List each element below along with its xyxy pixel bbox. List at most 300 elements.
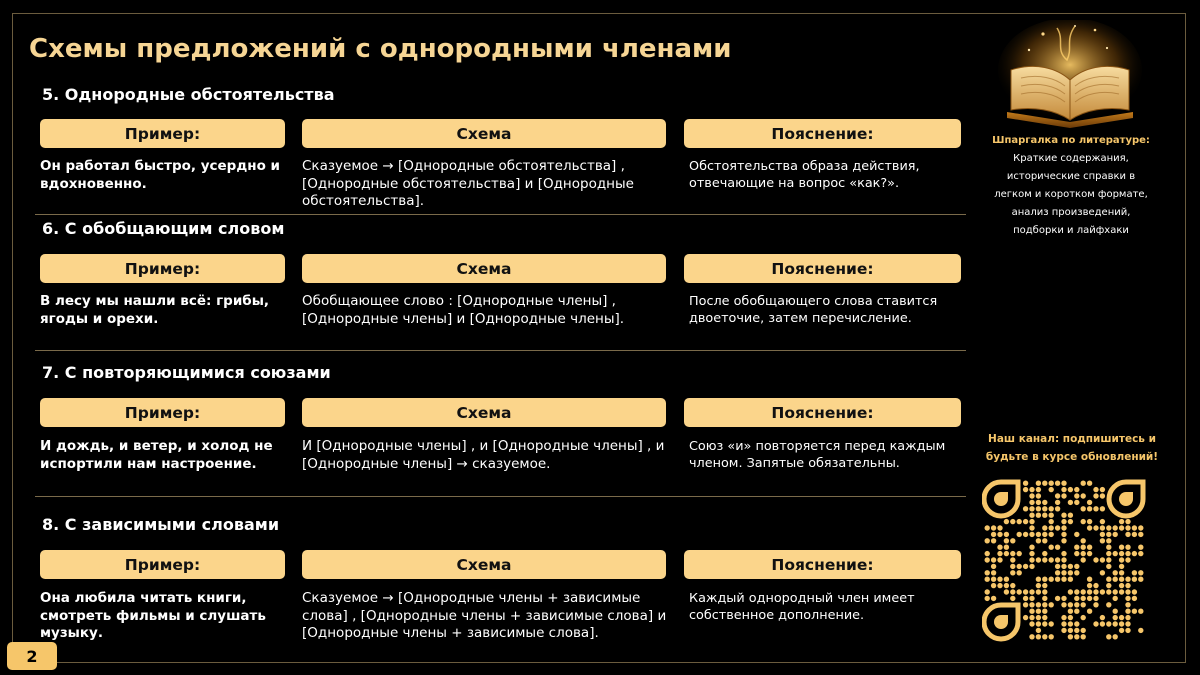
qr-dot [1093,602,1098,607]
qr-dot [1017,532,1022,537]
qr-dot [1125,532,1130,537]
qr-dot [1004,551,1009,556]
qr-dot [1055,577,1060,582]
qr-dot [1125,551,1130,556]
qr-dot [1081,589,1086,594]
qr-dot [1036,500,1041,505]
qr-dot [1087,500,1092,505]
qr-dot [985,570,990,575]
qr-dot [1081,551,1086,556]
qr-dot [1042,551,1047,556]
qr-dot [1068,628,1073,633]
qr-dot [1093,589,1098,594]
qr-dot [1087,589,1092,594]
qr-dot [985,557,990,562]
qr-dot [1074,551,1079,556]
qr-dot [1119,525,1124,530]
qr-dot [1125,557,1130,562]
qr-dot [1023,532,1028,537]
qr-dot [1119,621,1124,626]
qr-dot [1074,532,1079,537]
qr-dot [1106,551,1111,556]
open-book-icon [995,20,1145,130]
qr-dot [1113,609,1118,614]
qr-dot [991,564,996,569]
qr-dot [1106,634,1111,639]
qr-dot [985,525,990,530]
qr-dot [1061,551,1066,556]
qr-dot [1068,615,1073,620]
qr-dot [1119,615,1124,620]
explanation-header: Пояснение: [684,254,961,283]
qr-dot [1049,532,1054,537]
qr-dot [1042,621,1047,626]
qr-dot [1042,615,1047,620]
qr-dot [1100,615,1105,620]
qr-dot [1125,621,1130,626]
qr-dot [1061,532,1066,537]
qr-dot [1119,551,1124,556]
qr-dot [997,545,1002,550]
qr-dot [1068,513,1073,518]
qr-dot [1100,506,1105,511]
qr-dot [1119,519,1124,524]
qr-dot [1055,545,1060,550]
section-divider [35,350,966,351]
qr-dot [1125,525,1130,530]
qr-dot [1036,513,1041,518]
qr-dot [1042,577,1047,582]
qr-dot [1068,621,1073,626]
qr-dot [1087,577,1092,582]
scheme-header: Схема [302,398,666,427]
qr-dot [991,525,996,530]
qr-dot [1036,481,1041,486]
qr-dot [1074,564,1079,569]
qr-dot [1049,487,1054,492]
qr-dot [1074,500,1079,505]
qr-dot [1068,609,1073,614]
qr-dot [1113,525,1118,530]
qr-dot [1113,551,1118,556]
qr-dot [1081,538,1086,543]
scheme-text: Сказуемое → [Однородные обстоятельства] , [Однородные обстоятельства] и [Однородные обстоятельства]. [302,158,634,209]
qr-dot [1010,557,1015,562]
example-header: Пример: [40,550,285,579]
qr-dot [1106,583,1111,588]
qr-dot [1100,589,1105,594]
qr-dot [1119,583,1124,588]
qr-dot [1074,596,1079,601]
qr-dot [1081,602,1086,607]
explanation-text: Обстоятельства образа действия, отвечающие на вопрос «как?». [689,159,920,191]
qr-dot [1061,493,1066,498]
qr-dot [1132,577,1137,582]
qr-dot [1106,557,1111,562]
qr-dot [1049,621,1054,626]
qr-dot [1023,519,1028,524]
section-heading: 5. Однородные обстоятельства [42,85,335,104]
qr-dot [1061,602,1066,607]
qr-dot [1132,609,1137,614]
example-text: Он работал быстро, усердно и вдохновенно. [40,158,281,192]
qr-finder-center [994,615,1008,629]
qr-dot [1061,519,1066,524]
qr-dot [1061,596,1066,601]
qr-dot [1081,481,1086,486]
qr-dot [1023,615,1028,620]
qr-dot [1119,564,1124,569]
qr-dot [1068,519,1073,524]
qr-dot [1036,628,1041,633]
qr-dot [1029,609,1034,614]
scheme-header: Схема [302,119,666,148]
qr-dot [1093,557,1098,562]
qr-dot [1023,481,1028,486]
qr-dot [1106,577,1111,582]
qr-dot [1100,621,1105,626]
scheme-text: Обобщающее слово : [Однородные члены] , [Однородные члены] и [Однородные члены]. [302,293,625,327]
qr-dot [1010,538,1015,543]
qr-dot [1010,570,1015,575]
qr-dot [1023,589,1028,594]
qr-dot [1093,621,1098,626]
qr-dot [1138,577,1143,582]
qr-dot [1138,628,1143,633]
scheme-header: Схема [302,550,666,579]
qr-dot [1061,570,1066,575]
qr-dot [997,551,1002,556]
qr-dot [1093,493,1098,498]
qr-dot [1017,564,1022,569]
qr-dot [1049,634,1054,639]
qr-dot [1087,583,1092,588]
qr-dot [1138,570,1143,575]
sidebar-heading: Шпаргалка по литературе: [992,135,1150,146]
qr-dot [1081,519,1086,524]
qr-dot [1036,602,1041,607]
qr-dot [1029,596,1034,601]
qr-dot [1093,525,1098,530]
qr-dot [1113,570,1118,575]
qr-dot [1061,538,1066,543]
qr-dot [1042,557,1047,562]
qr-dot [1081,506,1086,511]
sidebar-body: Краткие содержания, исторические справки в легком и коротком формате, анализ произведений, подборки и лайфхаки [994,153,1148,236]
qr-dot [1055,570,1060,575]
example-text: В лесу мы нашли всё: грибы, ягоды и орехи. [40,293,270,327]
qr-dot [1125,596,1130,601]
qr-dot [1125,577,1130,582]
qr-dot [1029,487,1034,492]
qr-dot [1049,525,1054,530]
qr-dot [1125,602,1130,607]
qr-dot [1004,583,1009,588]
qr-dot [1087,609,1092,614]
sidebar-description [990,132,1152,240]
section-heading: 8. С зависимыми словами [42,515,280,534]
qr-dot [1042,513,1047,518]
example-header: Пример: [40,119,285,148]
qr-dot [1119,628,1124,633]
qr-dot [1049,506,1054,511]
qr-dot [1125,583,1130,588]
qr-dot [1042,602,1047,607]
qr-dot [1081,634,1086,639]
qr-dot [1087,545,1092,550]
qr-dot [997,532,1002,537]
scheme-header: Схема [302,254,666,283]
qr-dot [1119,557,1124,562]
qr-dot [1074,621,1079,626]
scheme-text: Сказуемое → [Однородные члены + зависимые слова] , [Однородные члены + зависимые слова] и [Однородные члены + зависимые слова]. [302,590,667,641]
qr-dot [1036,615,1041,620]
example-header: Пример: [40,398,285,427]
qr-dot [1061,615,1066,620]
qr-dot [1010,596,1015,601]
qr-dot [1029,506,1034,511]
qr-dot [1074,570,1079,575]
qr-dot [1055,557,1060,562]
qr-dot [1138,525,1143,530]
qr-dot [1042,481,1047,486]
qr-dot [1036,583,1041,588]
qr-dot [997,525,1002,530]
qr-dot [1074,545,1079,550]
explanation-text: Союз «и» повторяется перед каждым членом. Запятые обязательны. [689,439,946,471]
qr-dot [1061,628,1066,633]
qr-dot [991,538,996,543]
qr-dot [1081,615,1086,620]
qr-dot [1068,570,1073,575]
qr-dot [1113,621,1118,626]
qr-dot [1106,621,1111,626]
qr-dot [1125,519,1130,524]
qr-dot [1036,493,1041,498]
qr-dot [1042,589,1047,594]
qr-dot [1113,532,1118,537]
qr-dot [1138,545,1143,550]
qr-dot [1125,628,1130,633]
qr-dot [1119,589,1124,594]
qr-dot [1113,634,1118,639]
qr-dot [1029,615,1034,620]
section-heading: 7. С повторяющимися союзами [42,363,331,382]
qr-dot [1055,500,1060,505]
qr-dot [1113,589,1118,594]
qr-dot [1119,577,1124,582]
qr-dot [1029,493,1034,498]
qr-dot [1055,525,1060,530]
qr-dot [991,577,996,582]
qr-dot [1100,493,1105,498]
qr-dot [1125,545,1130,550]
qr-dot [985,577,990,582]
example-header: Пример: [40,254,285,283]
qr-dot [1042,506,1047,511]
qr-dot [1132,596,1137,601]
qr-dot [1074,602,1079,607]
qr-dot [1049,602,1054,607]
qr-dot [1125,609,1130,614]
qr-dot [985,596,990,601]
qr-dot [1100,519,1105,524]
explanation-text: После обобщающего слова ставится двоеточие, затем перечисление. [689,294,938,326]
qr-dot [1010,564,1015,569]
qr-dot [1138,532,1143,537]
qr-dot [1042,532,1047,537]
qr-dot [1029,532,1034,537]
qr-dot [1004,589,1009,594]
qr-dot [1087,506,1092,511]
qr-dot [1049,481,1054,486]
page-title: Схемы предложений с однородными членами [29,34,732,64]
qr-finder-center [1119,492,1133,506]
qr-dot [1132,551,1137,556]
qr-dot [1017,589,1022,594]
qr-dot [991,570,996,575]
qr-dot [1049,513,1054,518]
qr-dot [1029,500,1034,505]
qr-dot [1010,519,1015,524]
scheme-text: И [Однородные члены] , и [Однородные члены] , и [Однородные члены] → сказуемое. [302,438,665,472]
qr-dot [991,557,996,562]
page-number-badge: 2 [7,642,57,670]
qr-dot [1061,481,1066,486]
qr-dot [1049,545,1054,550]
qr-dot [1061,564,1066,569]
qr-finder-center [994,492,1008,506]
qr-dot [1029,589,1034,594]
qr-dot [1029,519,1034,524]
qr-dot [1068,602,1073,607]
qr-dot [1023,564,1028,569]
qr-dot [1061,577,1066,582]
qr-dot [1049,519,1054,524]
qr-dot [1113,577,1118,582]
qr-dot [1023,506,1028,511]
qr-dot [1106,589,1111,594]
qr-dot [1036,634,1041,639]
qr-dot [1029,525,1034,530]
qr-dot [1106,545,1111,550]
qr-dot [1087,481,1092,486]
qr-dot [1068,500,1073,505]
qr-dot [1042,500,1047,505]
qr-dot [1010,589,1015,594]
qr-dot [1113,596,1118,601]
qr-dot [1061,487,1066,492]
qr-dot [1029,513,1034,518]
qr-dot [1074,589,1079,594]
qr-dot [985,551,990,556]
explanation-header: Пояснение: [684,398,961,427]
qr-dot [1036,577,1041,582]
qr-dot [1068,589,1073,594]
qr-dot [1042,583,1047,588]
qr-dot [1081,628,1086,633]
qr-dot [1036,506,1041,511]
channel-call-to-action: Наш канал: подпишитесь и будьте в курсе обновлений! [985,433,1159,463]
qr-dot [1132,570,1137,575]
qr-dot [1004,577,1009,582]
qr-dot [1055,564,1060,569]
qr-dot [1004,545,1009,550]
qr-dot [1029,564,1034,569]
qr-dot [1081,557,1086,562]
qr-dot [1074,634,1079,639]
qr-dot [1087,525,1092,530]
qr-dot [1100,570,1105,575]
qr-dot [1010,551,1015,556]
qr-dot [997,557,1002,562]
qr-dot [1010,583,1015,588]
qr-dot [1017,570,1022,575]
qr-dot [1029,602,1034,607]
qr-dot [1055,506,1060,511]
qr-dot [1061,557,1066,562]
qr-code-icon[interactable] [982,478,1147,643]
qr-dot [1100,532,1105,537]
qr-dot [1023,602,1028,607]
qr-dot [1138,609,1143,614]
explanation-header: Пояснение: [684,550,961,579]
qr-dot [985,538,990,543]
qr-dot [1093,487,1098,492]
qr-dot [1081,545,1086,550]
qr-dot [1004,532,1009,537]
qr-dot [1004,519,1009,524]
explanation-text: Каждый однородный член имеет собственное дополнение. [689,591,915,623]
qr-dot [1023,596,1028,601]
qr-dot [1042,538,1047,543]
qr-dot [1087,551,1092,556]
qr-dot [1138,551,1143,556]
qr-dot [1125,589,1130,594]
qr-dot [1017,551,1022,556]
qr-dot [1068,577,1073,582]
qr-dot [1023,487,1028,492]
qr-dot [1029,634,1034,639]
qr-dot [1132,525,1137,530]
qr-dot [1068,564,1073,569]
qr-dot [1093,596,1098,601]
qr-dot [1049,577,1054,582]
qr-dot [1061,525,1066,530]
qr-dot [1100,538,1105,543]
qr-dot [985,589,990,594]
qr-dot [1087,519,1092,524]
qr-dot [1113,615,1118,620]
qr-dot [1093,583,1098,588]
qr-dot [1055,493,1060,498]
qr-dot [1042,596,1047,601]
qr-dot [1055,481,1060,486]
qr-dot [1029,621,1034,626]
qr-dot [1042,634,1047,639]
qr-dot [1119,545,1124,550]
qr-dot [1081,596,1086,601]
qr-dot [997,577,1002,582]
qr-dot [1100,557,1105,562]
section-heading: 6. С обобщающим словом [42,219,285,238]
qr-dot [1029,551,1034,556]
qr-dot [1029,557,1034,562]
qr-dot [1119,570,1124,575]
qr-dot [991,583,996,588]
qr-dot [997,583,1002,588]
qr-dot [1017,519,1022,524]
